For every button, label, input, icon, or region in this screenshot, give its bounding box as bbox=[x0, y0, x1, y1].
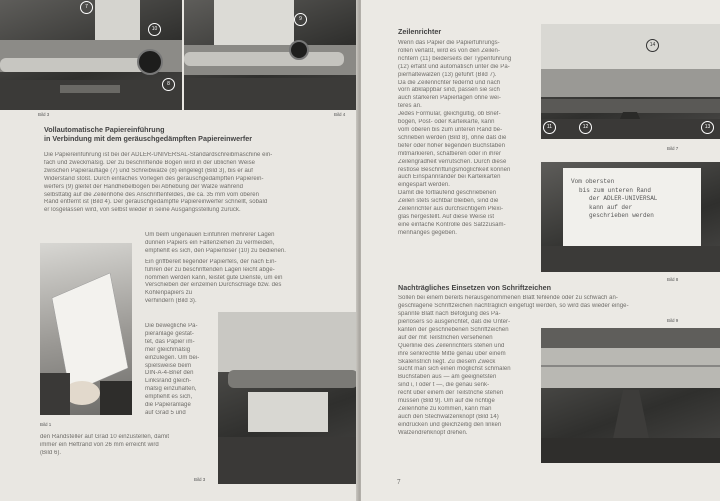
text-line: auch stärkeren Papierlagen ohne wei- bbox=[398, 95, 501, 102]
zeilenrichter-paragraph bbox=[398, 40, 538, 238]
heading-zeilenrichter: Zeilenrichter bbox=[398, 27, 442, 36]
text-line: er losgelassen wird, von selbst wieder in seine Ausgangsstellung zurück. bbox=[44, 207, 241, 214]
typed-line: der ADLER-UNIVERSAL bbox=[589, 195, 658, 202]
text-line: pierhaltewalzen (13) geführt (Bild 7). bbox=[398, 71, 497, 78]
callout-7: 7 bbox=[80, 1, 93, 14]
typewriter-feed-illustration bbox=[184, 0, 358, 110]
text-line: DIN-A-4-Brief den bbox=[145, 370, 194, 377]
text-line: sucht man sich einen möglichst schmalen bbox=[398, 366, 511, 373]
text-line: verhindern (Bild 3). bbox=[145, 298, 197, 305]
text-line: eine einfache Kontrolle des Satzzusam- bbox=[398, 221, 506, 228]
photo-bild3 bbox=[0, 0, 182, 110]
text-line: Zeilenrichter aus durchsichtigem Plexi- bbox=[398, 206, 503, 213]
line-guide-illustration bbox=[541, 24, 720, 139]
heading-line-2: in Verbindung mit dem geräuschgedämpften Papiereinwerfer bbox=[44, 134, 253, 143]
photo-bild1 bbox=[40, 243, 132, 415]
photo-bild3b bbox=[218, 312, 358, 484]
text-line: Jedes Formular, gleichgültig, ob Brief- bbox=[398, 111, 501, 118]
einsetzen-paragraph bbox=[398, 319, 538, 438]
typed-sample bbox=[571, 178, 657, 221]
text-line: mäßig einzuhalten, bbox=[145, 386, 197, 393]
text-line: Die bewegliche Pa- bbox=[145, 323, 198, 329]
text-line: fach und zweckmäßig. Der zu beschriftende Bogen wird in der üblichen Weise bbox=[44, 159, 256, 166]
text-line: Ein griffbereit liegender Papierfels, der nach Ein- bbox=[145, 258, 277, 265]
text-line: geschlagene Schriftzeichen nachträglich eingefügt werden, so wird das wieder einge- bbox=[398, 302, 629, 309]
text-line: eindrücken und gleichzeitig den linken bbox=[398, 421, 502, 428]
text-line: recht über einem der Teilstriche stehen bbox=[398, 390, 504, 397]
text-line: pieranlage gestat- bbox=[145, 330, 194, 337]
caption-bild4: Bild 4 bbox=[334, 112, 346, 117]
text-line: die Papieranlage bbox=[145, 402, 191, 409]
photo-bild4 bbox=[184, 0, 358, 110]
side-paragraph-tail bbox=[40, 434, 215, 458]
text-line: schrieben werden (Bild 8), ohne daß die bbox=[398, 134, 507, 141]
text-line: auch den Stechwalzenknopf (Bild 14) bbox=[398, 413, 499, 420]
text-line: Damit die fortlaufend geschriebenen bbox=[398, 190, 497, 197]
text-line: Zeilengradheit verrutschen. Durch diese bbox=[398, 158, 507, 165]
text-line: auf Grad 5 und bbox=[145, 409, 186, 416]
caption-bild7: Bild 7 bbox=[667, 146, 679, 151]
text-line: menhanges gegeben. bbox=[398, 229, 457, 236]
type-guide-closeup-illustration bbox=[541, 328, 720, 463]
callout-9: 9 bbox=[294, 13, 307, 26]
heading-line-1: Vollautomatische Papiereinführung bbox=[44, 125, 165, 134]
caption-bild8: Bild 8 bbox=[667, 277, 679, 282]
text-line: ihre senkrechte Mitte genau über einem bbox=[398, 350, 506, 357]
photo-bild8 bbox=[541, 162, 720, 272]
text-line: Wenn das Papier die Papierführungs- bbox=[398, 40, 500, 46]
text-line: Zeilenhöhe zu kommen, kann man bbox=[398, 405, 492, 412]
text-line: Um beim ungenauen Einführen mehrerer Lagen bbox=[145, 232, 275, 238]
text-line: Skalenstrich liegt. Zu diesem Zweck bbox=[398, 358, 496, 365]
callout-10: 10 bbox=[148, 23, 161, 36]
photo-bild9 bbox=[541, 328, 720, 463]
text-line: (12) erfaßt und automatisch unter die Pa- bbox=[398, 63, 510, 70]
caption-bild3: Bild 3 bbox=[38, 112, 50, 117]
text-line: immer ein Heftrand von 26 mm erreicht wird bbox=[40, 441, 159, 448]
text-line: eingespart werden. bbox=[398, 182, 450, 189]
text-line: Zeilen stets sichtbar bleiben, sind die bbox=[398, 198, 499, 205]
typewriter-platen-illustration bbox=[0, 0, 182, 110]
caption-bild9: Bild 9 bbox=[667, 318, 679, 323]
page-number: 7 bbox=[397, 478, 401, 486]
text-line: zwischen Papierauflage (7) und Schreibwalze (8) eingelegt (Bild 3), bis er auf bbox=[44, 167, 254, 174]
text-line: spielsweise beim bbox=[145, 362, 192, 369]
text-line: Walzendrehknopf drehen. bbox=[398, 429, 468, 436]
text-line: rollen verläßt, wird es von den Zeilen- bbox=[398, 47, 500, 54]
text-line: spannte Blatt nach Befolgung des Pa- bbox=[398, 310, 501, 317]
text-line: pierlösers so ausgerichtet, daß die Unter- bbox=[398, 319, 511, 325]
text-line: müssen (Bild 9). Um auf die richtige bbox=[398, 398, 495, 405]
text-line: Querlinie des Zeilenrichters stehen und bbox=[398, 342, 505, 349]
text-line: werfers (9) gleitet der Handhebelbogen bei Abhebung der Walze während bbox=[44, 183, 244, 190]
text-line: dünnen Papiers ein Faltenziehen zu vermeiden, bbox=[145, 239, 275, 246]
column-paragraph bbox=[145, 232, 340, 306]
text-line: führen der zu beschriftenden Lagen leicht abge- bbox=[145, 266, 275, 273]
text-line: auf der mit Teilstrichen versehenen bbox=[398, 334, 493, 341]
text-line: Buchstaben aus — am geeignetsten bbox=[398, 374, 497, 381]
left-page bbox=[0, 0, 358, 501]
caption-bild3b: Bild 3 bbox=[194, 477, 206, 482]
hand-inserting-paper-illustration bbox=[40, 243, 132, 415]
text-line: vom oberen bis zum unteren Rand be- bbox=[398, 126, 503, 133]
einsetzen-intro bbox=[398, 295, 718, 319]
heading-papiereinfuehrung bbox=[44, 125, 252, 143]
callout-14: 14 bbox=[646, 39, 659, 52]
text-line: empfiehlt es sich, den Papierlöser (10) zu bedienen. bbox=[145, 247, 287, 254]
text-line: glas hergestellt. Auf diese Weise ist bbox=[398, 213, 495, 220]
text-line: Verschieben der einzelnen Durchschläge bzw. des bbox=[145, 282, 282, 289]
text-line: nommen werden kann, leistet gute Dienste, um ein bbox=[145, 274, 283, 281]
text-line: mer gleichmäßig bbox=[145, 346, 191, 353]
text-line: Sollen bei einem bereits herausgenommenen Blatt fehlende oder zu schwach an- bbox=[398, 295, 618, 301]
text-line: tiefer oder höher liegenden Buchstaben bbox=[398, 142, 505, 149]
text-line: kanten der geschriebenen Schriftzeichen bbox=[398, 326, 509, 333]
text-line: bogen, Post- oder Karteikarte, kann bbox=[398, 119, 495, 126]
callout-13: 13 bbox=[701, 121, 714, 134]
text-line: Rand entfernt ist (Bild 4). Der geräuschgedämpfte Papiereinwerfer schnellt, sobald bbox=[44, 199, 268, 206]
text-line: einzulegen. Um bei- bbox=[145, 354, 200, 361]
text-line: Die Papiereinführung ist bei der ADLER-UNIVERSAL-Standardschreibmaschine ein- bbox=[44, 152, 273, 158]
text-line: Kohlenpapiers zu bbox=[145, 290, 193, 297]
text-line: auch Einspannränder bei Karteikarten bbox=[398, 174, 501, 181]
typed-line: bis zum unteren Rand bbox=[579, 186, 652, 194]
text-line: sind i, l oder t —, die genau senk- bbox=[398, 382, 490, 389]
text-line: (Bild 6). bbox=[40, 449, 62, 456]
text-line: selbsttätig auf die Zeilenhöhe des Anschriftenfeldes, die ca. 35 mm vom oberen bbox=[44, 191, 260, 198]
text-line: empfiehlt es sich, bbox=[145, 394, 193, 401]
photo-bild7 bbox=[541, 24, 720, 139]
text-line: tet, das Papier im- bbox=[145, 338, 195, 345]
intro-paragraph bbox=[44, 152, 344, 215]
typed-line: geschrieben werden bbox=[589, 212, 654, 219]
text-line: mitmarkieren, schattieren oder in ihrer bbox=[398, 150, 501, 157]
paper-guide-illustration bbox=[218, 312, 358, 484]
text-line: den Randsteller auf Grad 10 einzustellen, damit bbox=[40, 434, 170, 440]
heading-nachtraegliches-einsetzen: Nachträgliches Einsetzen von Schriftzeichen bbox=[398, 283, 551, 292]
text-line: restlose Beschriftungsmöglichkeit können bbox=[398, 166, 511, 173]
callout-12: 12 bbox=[579, 121, 592, 134]
text-line: teres an. bbox=[398, 103, 422, 110]
callout-8: 8 bbox=[162, 78, 175, 91]
caption-bild1: Bild 1 bbox=[40, 422, 52, 427]
text-line: Linksrand gleich- bbox=[145, 378, 192, 385]
right-page bbox=[361, 0, 720, 501]
callout-11: 11 bbox=[543, 121, 556, 134]
typed-line: Vom obersten bbox=[571, 178, 615, 185]
text-line: Da die Zeilenrichter federnd und nach bbox=[398, 79, 501, 86]
text-line: richtern (11) beiderseits der Typenführung bbox=[398, 55, 512, 62]
typed-line: kann auf der bbox=[589, 203, 633, 211]
text-line: vorn abklappbar sind, passen sie sich bbox=[398, 87, 500, 94]
text-line: Widerstand stößt. Durch einfaches Vorlegen des geräuschgedämpften Papierein- bbox=[44, 175, 264, 182]
